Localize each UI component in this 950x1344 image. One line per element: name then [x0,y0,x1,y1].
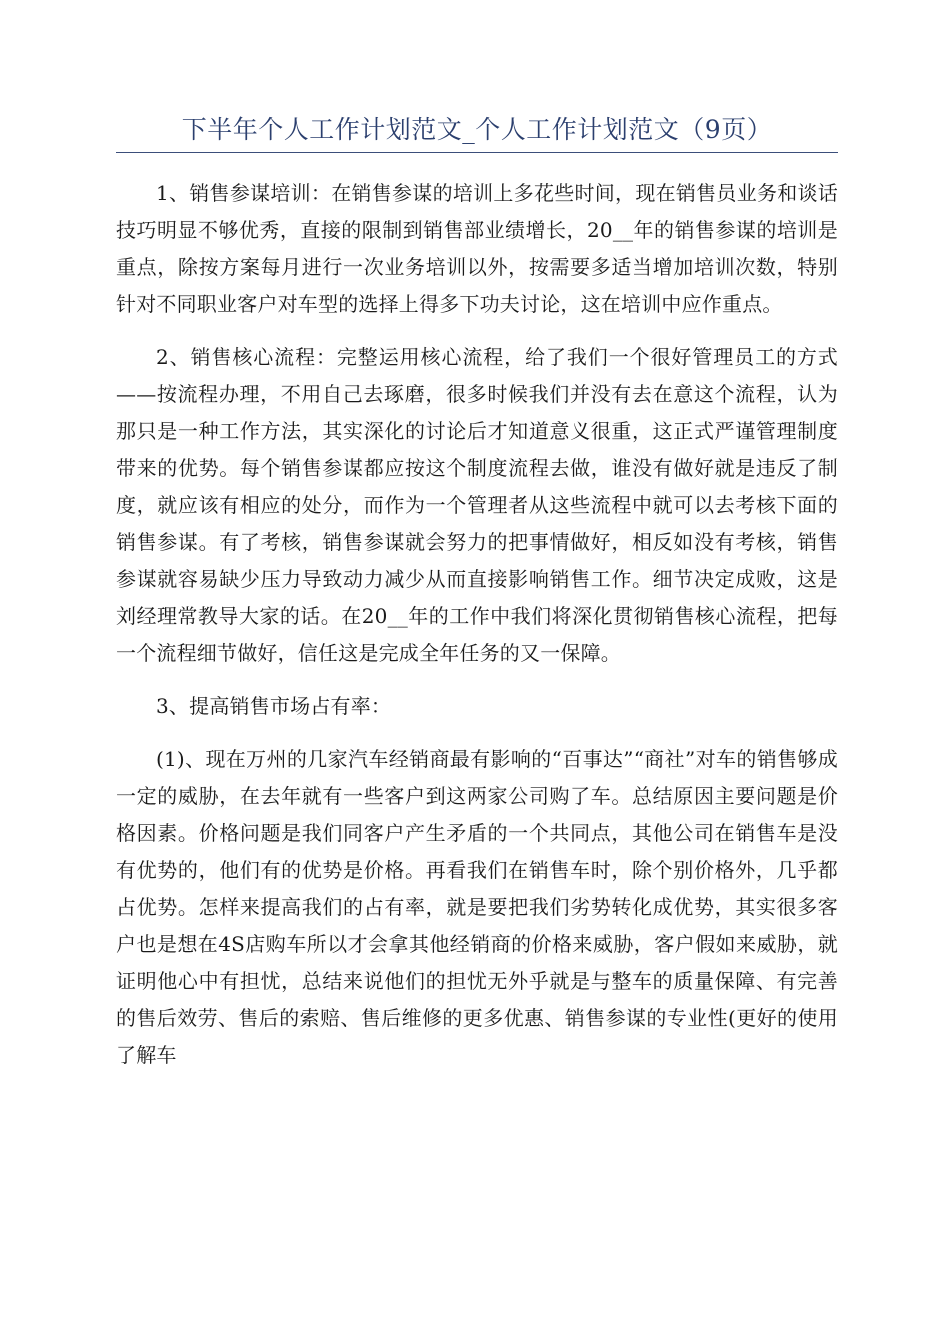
title-block [116,112,838,153]
document-body [116,175,838,1074]
document-title: 下半年个人工作计划范文_个人工作计划范文（9页） [181,115,773,144]
paragraph-sales-training: 1、销售参谋培训：在销售参谋的培训上多花些时间，现在销售员业务和谈话技巧明显不够优秀，直接的限制到销售部业绩增长，20__年的销售参谋的培训是重点，除按方案每月进行一次业务培训以外，按需要多适当增加培训次数，特别针对不同职业客户对车型的选择上得多下功夫讨论，这在培训中应作重点。 [116,181,838,316]
paragraph-core-process: 2、销售核心流程：完整运用核心流程，给了我们一个很好管理员工的方式——按流程办理，不用自己去琢磨，很多时候我们并没有去在意这个流程，认为那只是一种工作方法，其实深化的讨论后才知道意义很重，这正式严谨管理制度带来的优势。每个销售参谋都应按这个制度流程去做，谁没有做好就是违反了制度，就应该有相应的处分，而作为一个管理者从这些流程中就可以去考核下面的销售参谋。有了考核，销售参谋就会努力的把事情做好，相反如没有考核，销售参谋就容易缺少压力导致动力减少从而直接影响销售工作。细节决定成败，这是刘经理常教导大家的话。在20__年的工作中我们将深化贯彻销售核心流程，把每一个流程细节做好，信任这是完成全年任务的又一保障。 [116,345,838,665]
paragraph-market-share-heading: 3、提高销售市场占有率： [156,694,392,718]
document-page [116,112,838,1090]
paragraph-competitors: (1)、现在万州的几家汽车经销商最有影响的“百事达”“商社”对车的销售够成一定的威胁，在去年就有一些客户到这两家公司购了车。总结原因主要问题是价格因素。价格问题是我们同客户产生矛盾的一个共同点，其他公司在销售车是没有优势的，他们有的优势是价格。再看我们在销售车时，除个别价格外，几乎都占优势。怎样来提高我们的占有率，就是要把我们劣势转化成优势，其实很多客户也是想在4S店购车所以才会拿其他经销商的价格来威胁，客户假如来威胁，就证明他心中有担忧，总结来说他们的担忧无外乎就是与整车的质量保障、有完善的售后效劳、售后的索赔、售后维修的更多优惠、销售参谋的专业性(更好的使用了解车 [116,747,838,1067]
